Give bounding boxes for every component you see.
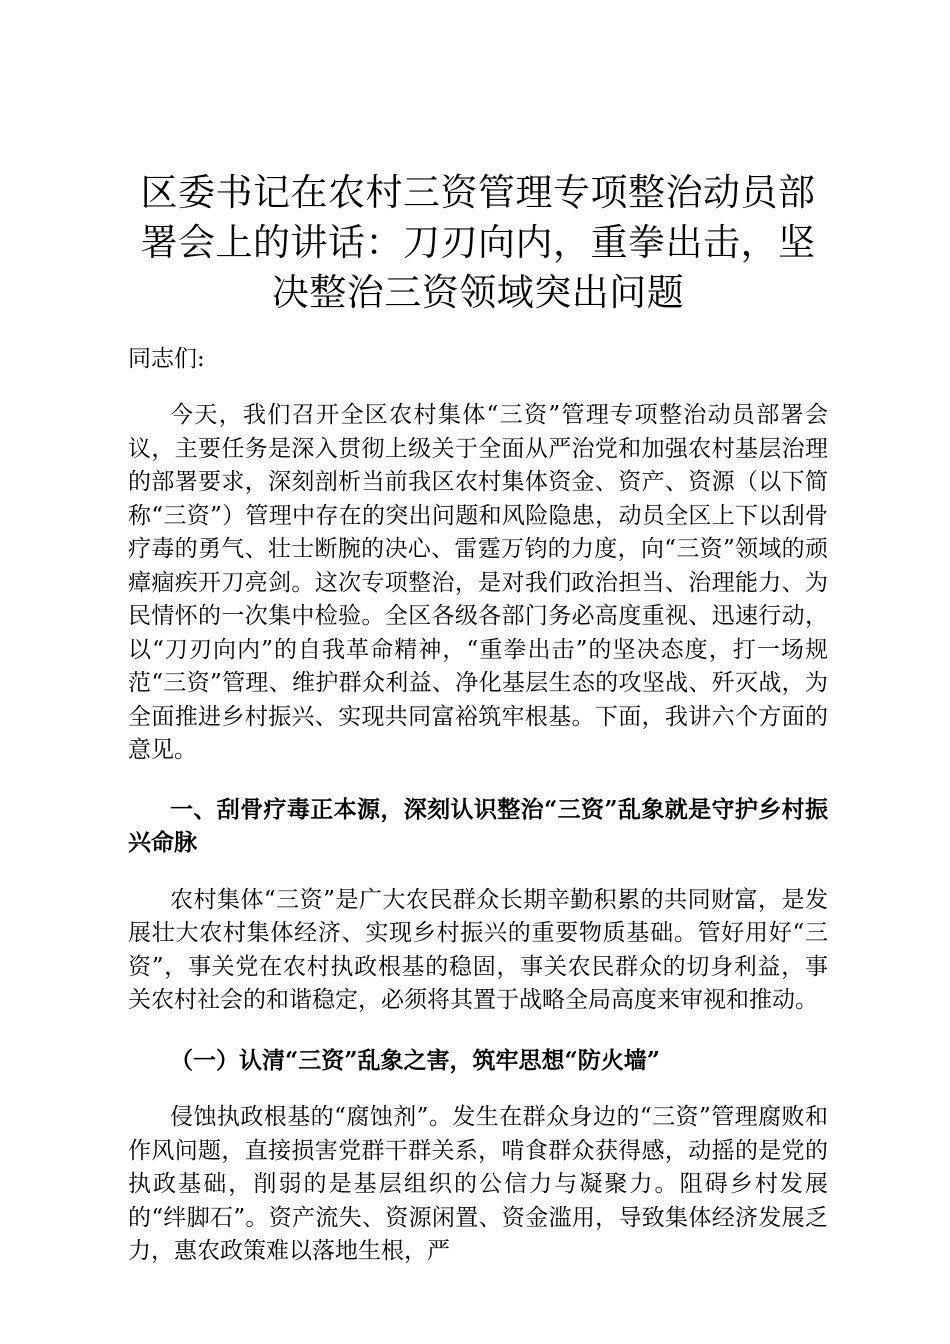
- intro-paragraph: 今天，我们召开全区农村集体“三资”管理专项整治动员部署会议，主要任务是深入贯彻上级关于全面从严治党和加强农村基层治理的部署要求，深刻剖析当前我区农村集体资金、资产、资源（以下简称“三资”）管理中存在的突出问题和风险隐患，动员全区上下以刮骨疗毒的勇气、壮士断腕的决心、雷霆万钧的力度，向“三资”领域的顽瘴痼疾开刀亮剑。这次专项整治，是对我们政治担当、治理能力、为民情怀的一次集中检验。全区各级各部门务必高度重视、迅速行动，以“刀刃向内”的自我革命精神，“重拳出击”的坚决态度，打一场规范“三资”管理、维护群众利益、净化基层生态的攻坚战、歼灭战，为全面推进乡村振兴、实现共同富裕筑牢根基。下面，我讲六个方面的意见。: [128, 402, 828, 763]
- document-title: 区委书记在农村三资管理专项整治动员部署会上的讲话：刀刃向内，重拳出击，坚决整治三资领域突出问题: [140, 171, 816, 314]
- section-1-paragraph: 农村集体“三资”是广大农民群众长期辛勤积累的共同财富，是发展壮大农村集体经济、实现乡村振兴的重要物质基础。管好用好“三资”，事关党在农村执政根基的稳固，事关农民群众的切身利益，事关农村社会的和谐稳定，必须将其置于战略全局高度来审视和推动。: [128, 886, 828, 1013]
- section-1-heading: 一、刮骨疗毒正本源，深刻认识整治“三资”乱象就是守护乡村振兴命脉: [128, 795, 828, 856]
- salutation: 同志们:: [128, 346, 205, 372]
- subsection-1-heading: （一）认清“三资”乱象之害，筑牢思想“防火墙”: [170, 1046, 660, 1074]
- document-page: [128, 168, 828, 1269]
- subsection-1-paragraph: 侵蚀执政根基的“腐蚀剂”。发生在群众身边的“三资”管理腐败和作风问题，直接损害党群干群关系，啃食群众获得感，动摇的是党的执政基础，削弱的是基层组织的公信力与凝聚力。阻碍乡村发展的“绊脚石”。资产流失、资源闲置、资金滥用，导致集体经济发展乏力，惠农政策难以落地生根，严: [128, 1104, 828, 1264]
